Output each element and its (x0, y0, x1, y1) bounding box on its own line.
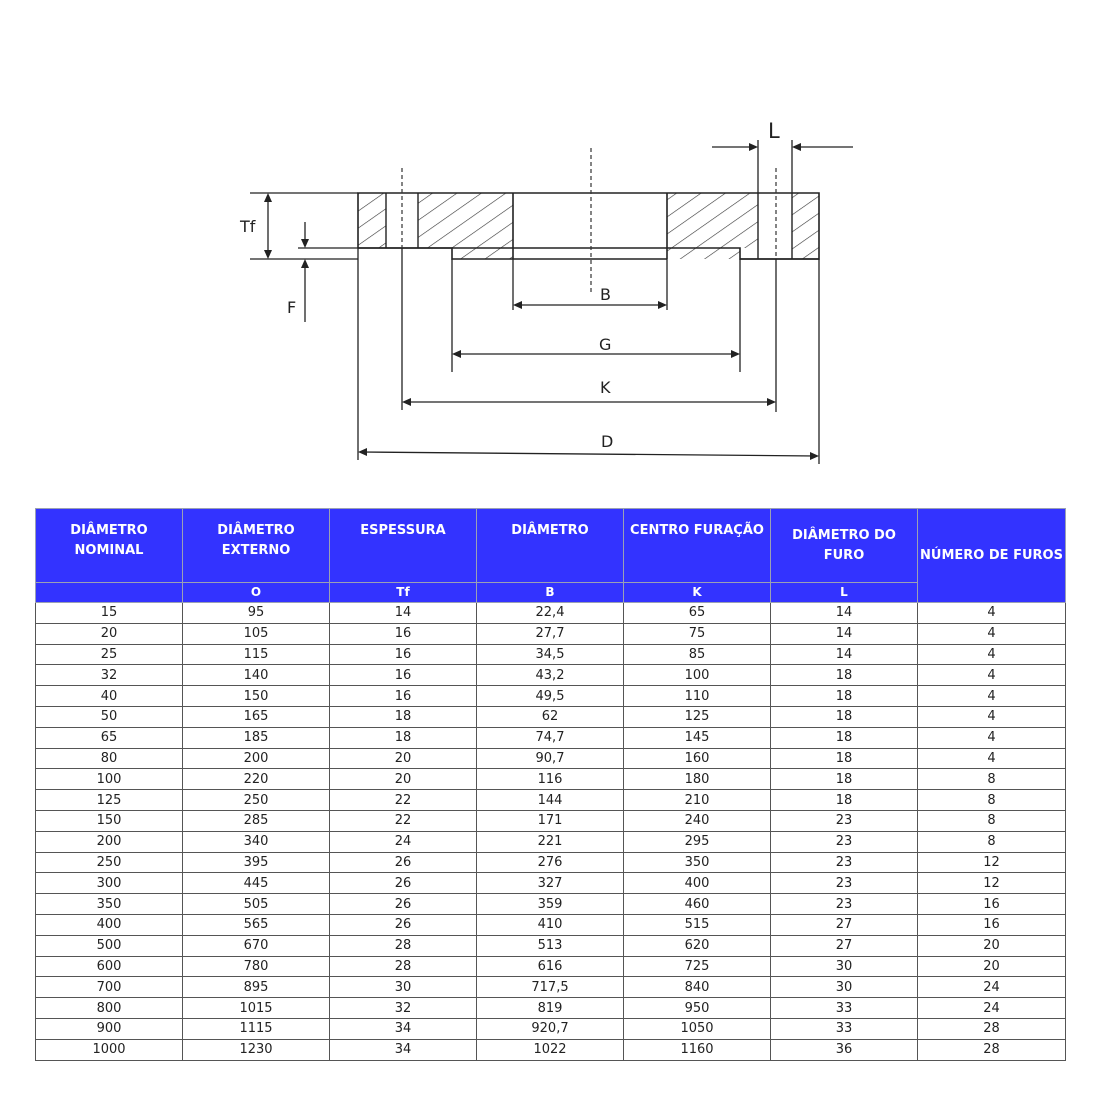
cell-thickness: 28 (330, 956, 477, 977)
cell-bolt-center: 110 (624, 686, 771, 707)
cell-bolt-center: 1050 (624, 1018, 771, 1039)
cell-external: 150 (183, 686, 330, 707)
cell-external: 670 (183, 935, 330, 956)
cell-nominal: 1000 (36, 1039, 183, 1060)
cell-thickness: 24 (330, 831, 477, 852)
cell-nominal: 400 (36, 914, 183, 935)
cell-diameter: 74,7 (477, 727, 624, 748)
cell-thickness: 16 (330, 644, 477, 665)
cell-hole-count: 28 (918, 1018, 1066, 1039)
cell-thickness: 26 (330, 873, 477, 894)
cell-thickness: 26 (330, 852, 477, 873)
cell-bolt-center: 125 (624, 706, 771, 727)
cell-external: 505 (183, 894, 330, 915)
cell-nominal: 350 (36, 894, 183, 915)
cell-external: 780 (183, 956, 330, 977)
cell-hole-diameter: 23 (771, 873, 918, 894)
cell-nominal: 500 (36, 935, 183, 956)
cell-hole-diameter: 33 (771, 998, 918, 1019)
cell-bolt-center: 350 (624, 852, 771, 873)
cell-bolt-center: 1160 (624, 1039, 771, 1060)
cell-hole-diameter: 27 (771, 914, 918, 935)
cell-bolt-center: 240 (624, 810, 771, 831)
cell-diameter: 327 (477, 873, 624, 894)
cell-hole-count: 4 (918, 706, 1066, 727)
cell-diameter: 144 (477, 790, 624, 811)
table-row (36, 956, 1066, 977)
cell-bolt-center: 725 (624, 956, 771, 977)
cell-nominal: 50 (36, 706, 183, 727)
cell-bolt-center: 515 (624, 914, 771, 935)
cell-thickness: 26 (330, 914, 477, 935)
cell-hole-count: 4 (918, 603, 1066, 624)
cell-bolt-center: 950 (624, 998, 771, 1019)
cell-nominal: 32 (36, 665, 183, 686)
cell-hole-diameter: 23 (771, 894, 918, 915)
cell-hole-diameter: 14 (771, 603, 918, 624)
label-b: B (600, 285, 611, 304)
cell-external: 200 (183, 748, 330, 769)
label-g: G (599, 335, 612, 354)
cell-nominal: 15 (36, 603, 183, 624)
cell-hole-diameter: 18 (771, 665, 918, 686)
cell-external: 895 (183, 977, 330, 998)
table-row (36, 831, 1066, 852)
cell-nominal: 80 (36, 748, 183, 769)
table-body (36, 603, 1066, 1061)
header-thickness: ESPESSURA (330, 509, 477, 583)
cell-bolt-center: 210 (624, 790, 771, 811)
cell-thickness: 20 (330, 769, 477, 790)
cell-hole-diameter: 18 (771, 686, 918, 707)
table-row (36, 935, 1066, 956)
cell-diameter: 359 (477, 894, 624, 915)
label-k: K (600, 378, 611, 397)
symbol-k: K (624, 583, 771, 603)
cell-external: 140 (183, 665, 330, 686)
cell-hole-count: 4 (918, 665, 1066, 686)
cell-nominal: 300 (36, 873, 183, 894)
cell-external: 115 (183, 644, 330, 665)
cell-nominal: 100 (36, 769, 183, 790)
cell-external: 220 (183, 769, 330, 790)
cell-thickness: 32 (330, 998, 477, 1019)
flange-section (358, 193, 819, 259)
cell-bolt-center: 85 (624, 644, 771, 665)
cell-thickness: 18 (330, 706, 477, 727)
table-row (36, 873, 1066, 894)
cell-hole-count: 24 (918, 977, 1066, 998)
cell-diameter: 616 (477, 956, 624, 977)
table-row (36, 914, 1066, 935)
cell-thickness: 16 (330, 623, 477, 644)
table-row (36, 1018, 1066, 1039)
arrowheads (264, 143, 819, 460)
cell-hole-diameter: 14 (771, 623, 918, 644)
cell-hole-diameter: 33 (771, 1018, 918, 1039)
cell-nominal: 25 (36, 644, 183, 665)
cell-hole-count: 28 (918, 1039, 1066, 1060)
header-nominal-diameter: DIÂMETRO NOMINAL (36, 509, 183, 583)
cell-diameter: 27,7 (477, 623, 624, 644)
cell-nominal: 20 (36, 623, 183, 644)
cell-thickness: 30 (330, 977, 477, 998)
cell-bolt-center: 65 (624, 603, 771, 624)
table-row (36, 748, 1066, 769)
cell-diameter: 513 (477, 935, 624, 956)
cell-external: 395 (183, 852, 330, 873)
cell-hole-diameter: 18 (771, 727, 918, 748)
table-row (36, 998, 1066, 1019)
cell-hole-count: 4 (918, 727, 1066, 748)
cell-diameter: 717,5 (477, 977, 624, 998)
cell-hole-count: 16 (918, 914, 1066, 935)
table-row (36, 977, 1066, 998)
table-row (36, 644, 1066, 665)
cell-nominal: 900 (36, 1018, 183, 1039)
cell-diameter: 116 (477, 769, 624, 790)
cell-thickness: 26 (330, 894, 477, 915)
table-row (36, 706, 1066, 727)
cell-diameter: 43,2 (477, 665, 624, 686)
cell-hole-count: 4 (918, 686, 1066, 707)
cell-bolt-center: 180 (624, 769, 771, 790)
table-row (36, 603, 1066, 624)
cell-hole-count: 4 (918, 644, 1066, 665)
cell-diameter: 1022 (477, 1039, 624, 1060)
cell-diameter: 920,7 (477, 1018, 624, 1039)
symbol-b: B (477, 583, 624, 603)
cell-external: 1015 (183, 998, 330, 1019)
table-row (36, 727, 1066, 748)
cell-thickness: 14 (330, 603, 477, 624)
header-bolt-center: CENTRO FURAÇÃO (624, 509, 771, 583)
cell-thickness: 18 (330, 727, 477, 748)
cell-diameter: 62 (477, 706, 624, 727)
cell-nominal: 40 (36, 686, 183, 707)
cell-hole-diameter: 23 (771, 852, 918, 873)
header-diameter: DIÂMETRO (477, 509, 624, 583)
cell-hole-diameter: 18 (771, 706, 918, 727)
cell-hole-diameter: 23 (771, 810, 918, 831)
cell-hole-diameter: 14 (771, 644, 918, 665)
cell-hole-diameter: 36 (771, 1039, 918, 1060)
cell-external: 105 (183, 623, 330, 644)
symbol-nominal (36, 583, 183, 603)
cell-bolt-center: 620 (624, 935, 771, 956)
cell-bolt-center: 75 (624, 623, 771, 644)
table-row (36, 623, 1066, 644)
cell-nominal: 600 (36, 956, 183, 977)
table-header (36, 509, 1066, 603)
cell-hole-count: 12 (918, 873, 1066, 894)
cell-bolt-center: 100 (624, 665, 771, 686)
label-f: F (287, 298, 297, 317)
cell-thickness: 22 (330, 810, 477, 831)
table-row (36, 665, 1066, 686)
cell-hole-count: 4 (918, 748, 1066, 769)
cell-hole-diameter: 18 (771, 769, 918, 790)
cell-hole-diameter: 27 (771, 935, 918, 956)
header-hole-diameter: DIÂMETRO DO FURO (771, 509, 918, 583)
cell-bolt-center: 400 (624, 873, 771, 894)
table-row (36, 790, 1066, 811)
cell-hole-count: 16 (918, 894, 1066, 915)
cell-diameter: 22,4 (477, 603, 624, 624)
cell-thickness: 22 (330, 790, 477, 811)
cell-hole-count: 8 (918, 810, 1066, 831)
cell-hole-count: 24 (918, 998, 1066, 1019)
cell-external: 285 (183, 810, 330, 831)
cell-nominal: 125 (36, 790, 183, 811)
cell-diameter: 171 (477, 810, 624, 831)
cell-diameter: 819 (477, 998, 624, 1019)
table-row (36, 810, 1066, 831)
cell-hole-diameter: 18 (771, 748, 918, 769)
symbol-o: O (183, 583, 330, 603)
cell-diameter: 410 (477, 914, 624, 935)
cell-thickness: 16 (330, 665, 477, 686)
flange-spec-table (35, 508, 1066, 1061)
cell-bolt-center: 160 (624, 748, 771, 769)
cell-external: 185 (183, 727, 330, 748)
cell-hole-count: 8 (918, 790, 1066, 811)
cell-hole-count: 8 (918, 769, 1066, 790)
cell-nominal: 250 (36, 852, 183, 873)
cell-hole-diameter: 23 (771, 831, 918, 852)
label-l: L (768, 119, 780, 143)
cell-nominal: 150 (36, 810, 183, 831)
label-tf: Tf (240, 217, 256, 236)
symbol-l: L (771, 583, 918, 603)
cell-external: 1115 (183, 1018, 330, 1039)
symbol-tf: Tf (330, 583, 477, 603)
table-row (36, 1039, 1066, 1060)
cell-diameter: 49,5 (477, 686, 624, 707)
cell-thickness: 28 (330, 935, 477, 956)
cell-bolt-center: 460 (624, 894, 771, 915)
cell-bolt-center: 840 (624, 977, 771, 998)
dimension-lines (250, 140, 853, 464)
cell-thickness: 34 (330, 1018, 477, 1039)
cell-hole-count: 4 (918, 623, 1066, 644)
cell-hole-count: 20 (918, 935, 1066, 956)
cell-bolt-center: 145 (624, 727, 771, 748)
cell-hole-count: 20 (918, 956, 1066, 977)
cell-external: 340 (183, 831, 330, 852)
cell-thickness: 20 (330, 748, 477, 769)
cell-nominal: 200 (36, 831, 183, 852)
cell-nominal: 65 (36, 727, 183, 748)
cell-external: 165 (183, 706, 330, 727)
cell-external: 445 (183, 873, 330, 894)
table-row (36, 852, 1066, 873)
cell-thickness: 16 (330, 686, 477, 707)
cell-external: 250 (183, 790, 330, 811)
cell-hole-diameter: 18 (771, 790, 918, 811)
cell-nominal: 700 (36, 977, 183, 998)
cell-external: 1230 (183, 1039, 330, 1060)
header-hole-count: NÚMERO DE FUROS (918, 509, 1066, 603)
cell-external: 95 (183, 603, 330, 624)
table-row (36, 894, 1066, 915)
cell-diameter: 221 (477, 831, 624, 852)
cell-bolt-center: 295 (624, 831, 771, 852)
cell-diameter: 276 (477, 852, 624, 873)
cell-thickness: 34 (330, 1039, 477, 1060)
cell-hole-diameter: 30 (771, 956, 918, 977)
cell-external: 565 (183, 914, 330, 935)
cell-hole-diameter: 30 (771, 977, 918, 998)
table-row (36, 769, 1066, 790)
flange-drawing (0, 0, 1100, 500)
cell-hole-count: 8 (918, 831, 1066, 852)
cell-diameter: 34,5 (477, 644, 624, 665)
cell-hole-count: 12 (918, 852, 1066, 873)
label-d: D (601, 432, 614, 451)
table-row (36, 686, 1066, 707)
cell-nominal: 800 (36, 998, 183, 1019)
header-external-diameter: DIÂMETRO EXTERNO (183, 509, 330, 583)
cell-diameter: 90,7 (477, 748, 624, 769)
